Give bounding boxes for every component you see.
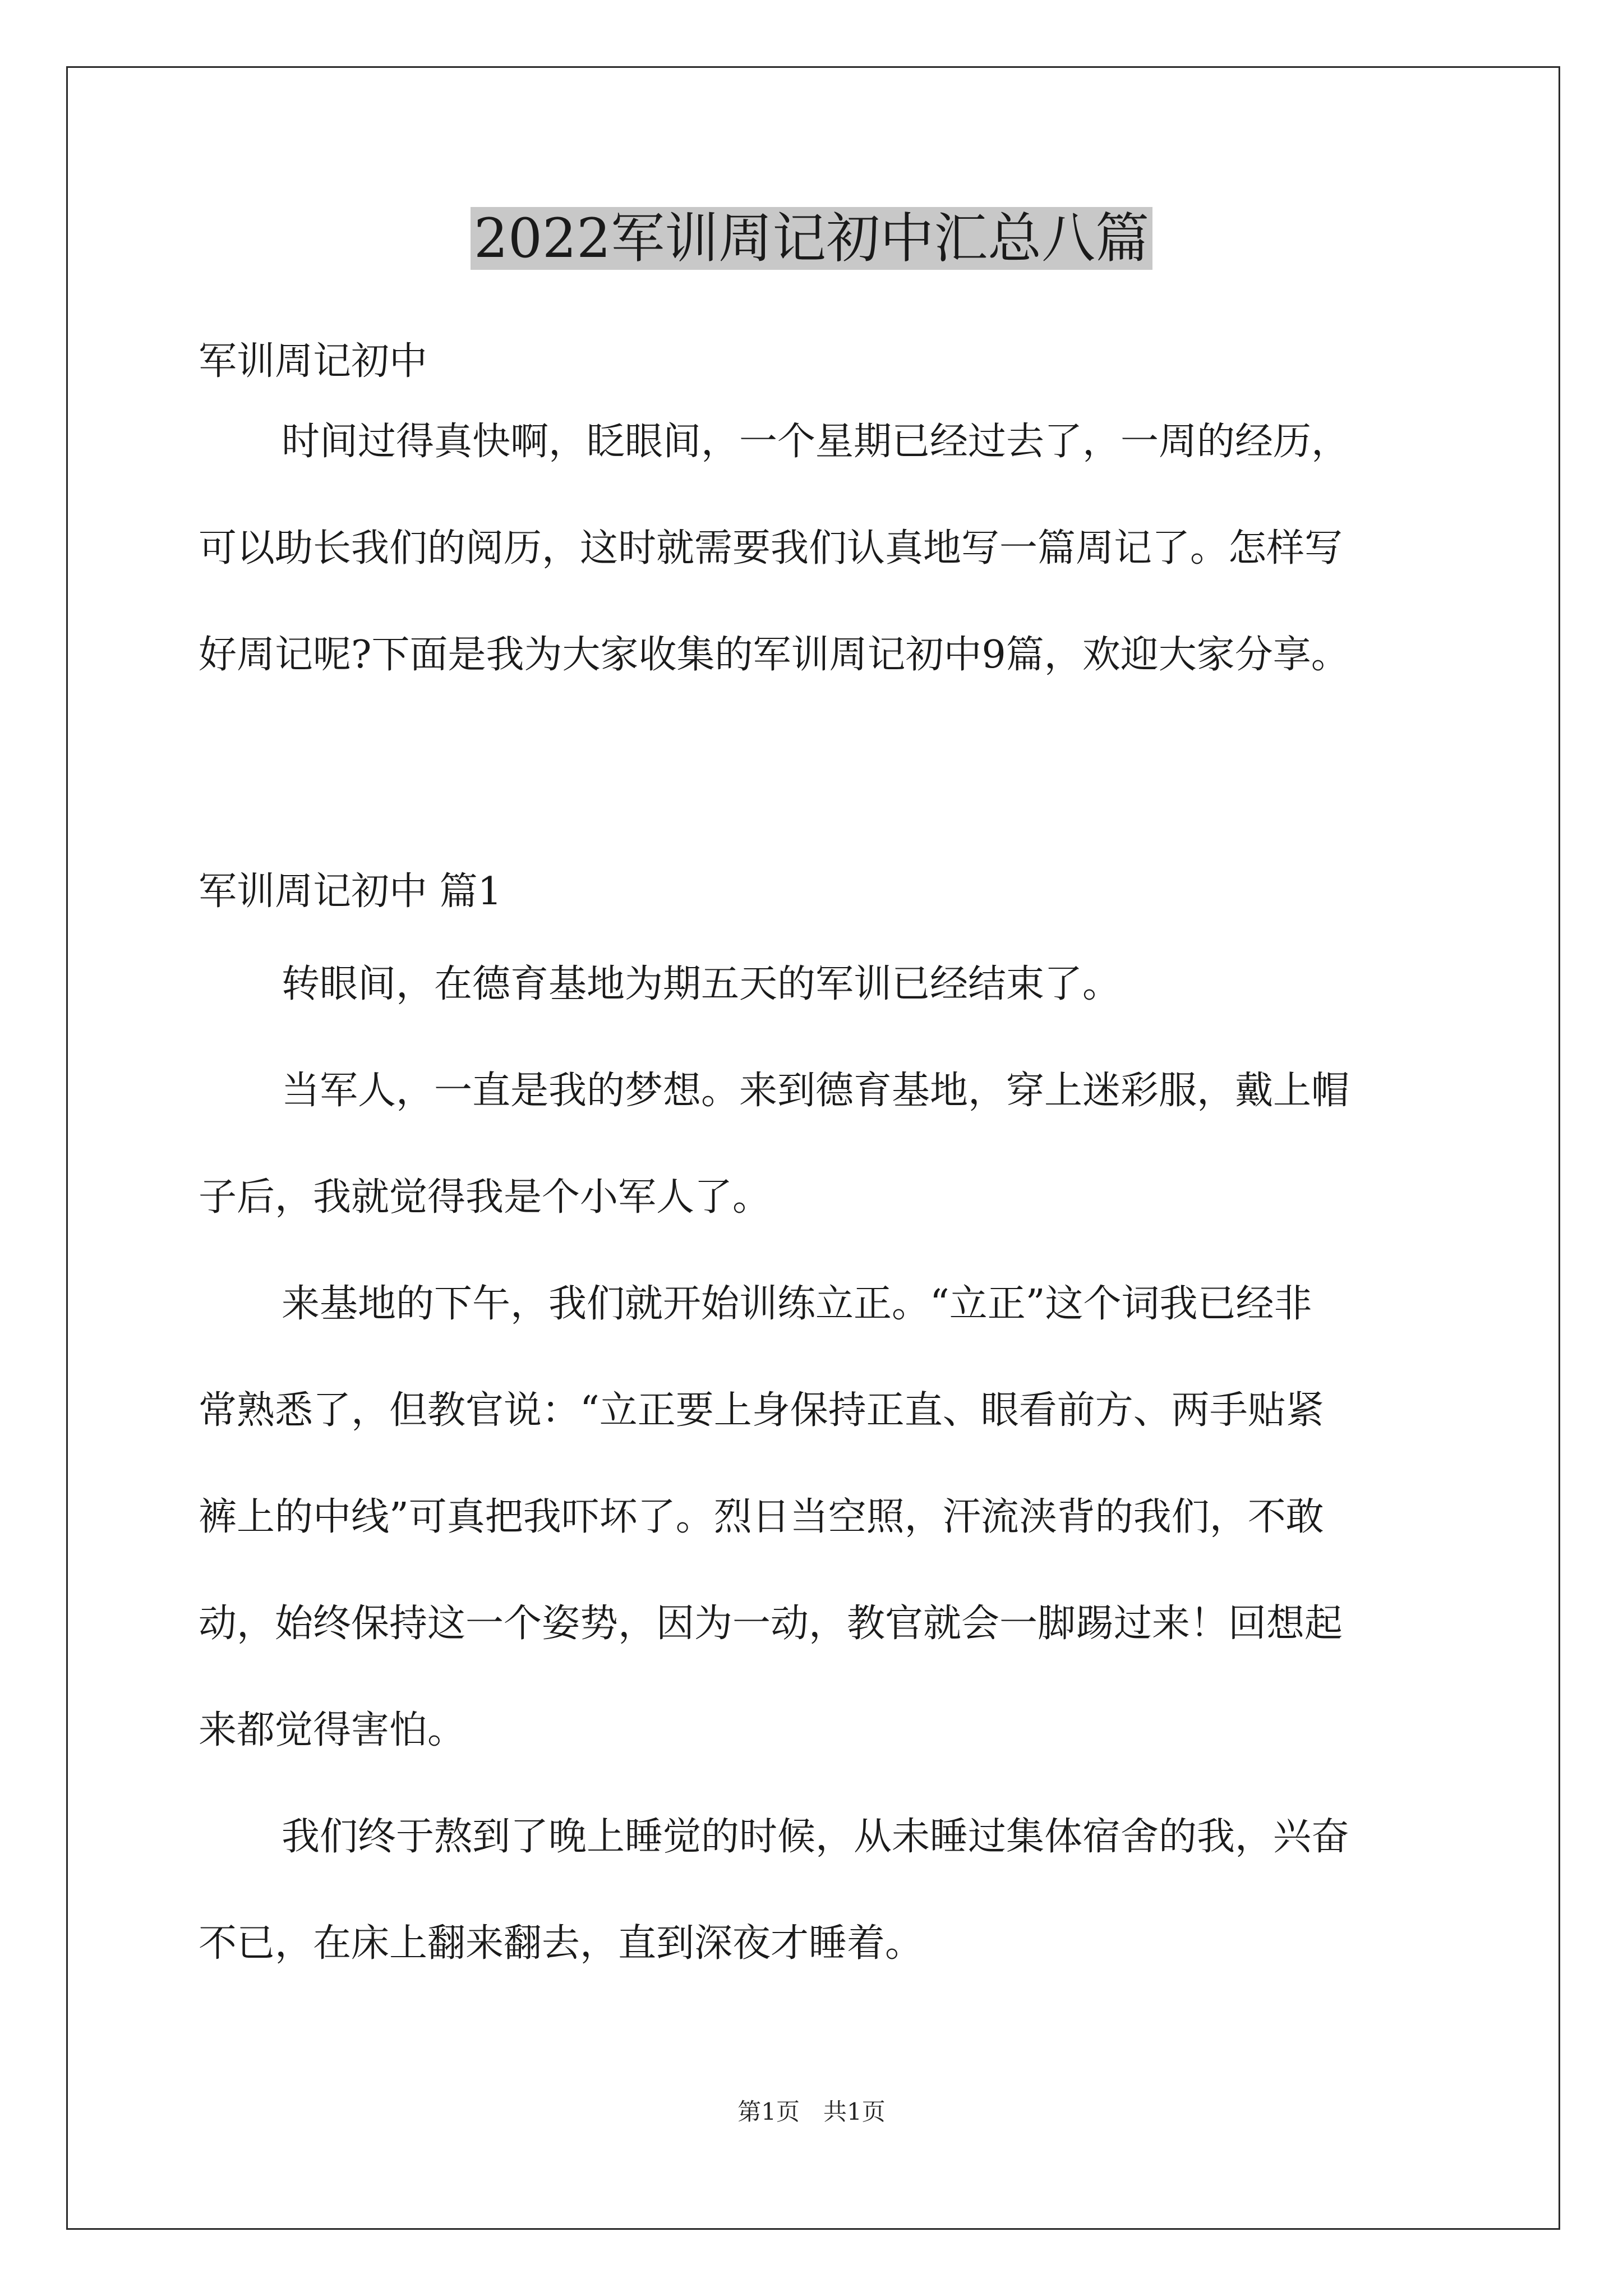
paragraph-line: 可以助长我们的阅历，这时就需要我们认真地写一篇周记了。怎样写: [199, 526, 1343, 570]
section-heading: 军训周记初中: [199, 339, 428, 384]
paragraph-line: 来都觉得害怕。: [199, 1708, 466, 1752]
document-title: [0, 194, 1623, 283]
paragraph-line: 来基地的下午，我们就开始训练立正。“立正”这个词我已经非: [282, 1282, 1312, 1326]
title-highlight: 2022军训周记初中汇总八篇: [471, 207, 1152, 270]
paragraph-line: 好周记呢?下面是我为大家收集的军训周记初中9篇，欢迎大家分享。: [199, 633, 1349, 677]
page-border: [66, 66, 1560, 2230]
paragraph-line: 子后，我就觉得我是个小军人了。: [199, 1175, 771, 1220]
page-number-footer: 第1页 共1页: [737, 2098, 886, 2125]
paragraph-line: 常熟悉了，但教官说：“立正要上身保持正直、眼看前方、两手贴紧: [199, 1388, 1324, 1433]
paragraph-line: 不已，在床上翻来翻去，直到深夜才睡着。: [199, 1921, 924, 1966]
paragraph-line: 裤上的中线”可真把我吓坏了。烈日当空照，汗流浃背的我们，不敢: [199, 1495, 1324, 1539]
paragraph-line: 时间过得真快啊，眨眼间，一个星期已经过去了，一周的经历，: [282, 420, 1350, 464]
section-heading: 军训周记初中 篇1: [199, 869, 502, 914]
paragraph-line: 动，始终保持这一个姿势，因为一动，教官就会一脚踢过来！回想起: [199, 1602, 1343, 1646]
paragraph-line: 转眼间，在德育基地为期五天的军训已经结束了。: [282, 962, 1121, 1006]
paragraph-line: 当军人，一直是我的梦想。来到德育基地，穿上迷彩服，戴上帽: [282, 1069, 1350, 1113]
paragraph-line: 我们终于熬到了晚上睡觉的时候，从未睡过集体宿舍的我，兴奋: [282, 1815, 1350, 1859]
